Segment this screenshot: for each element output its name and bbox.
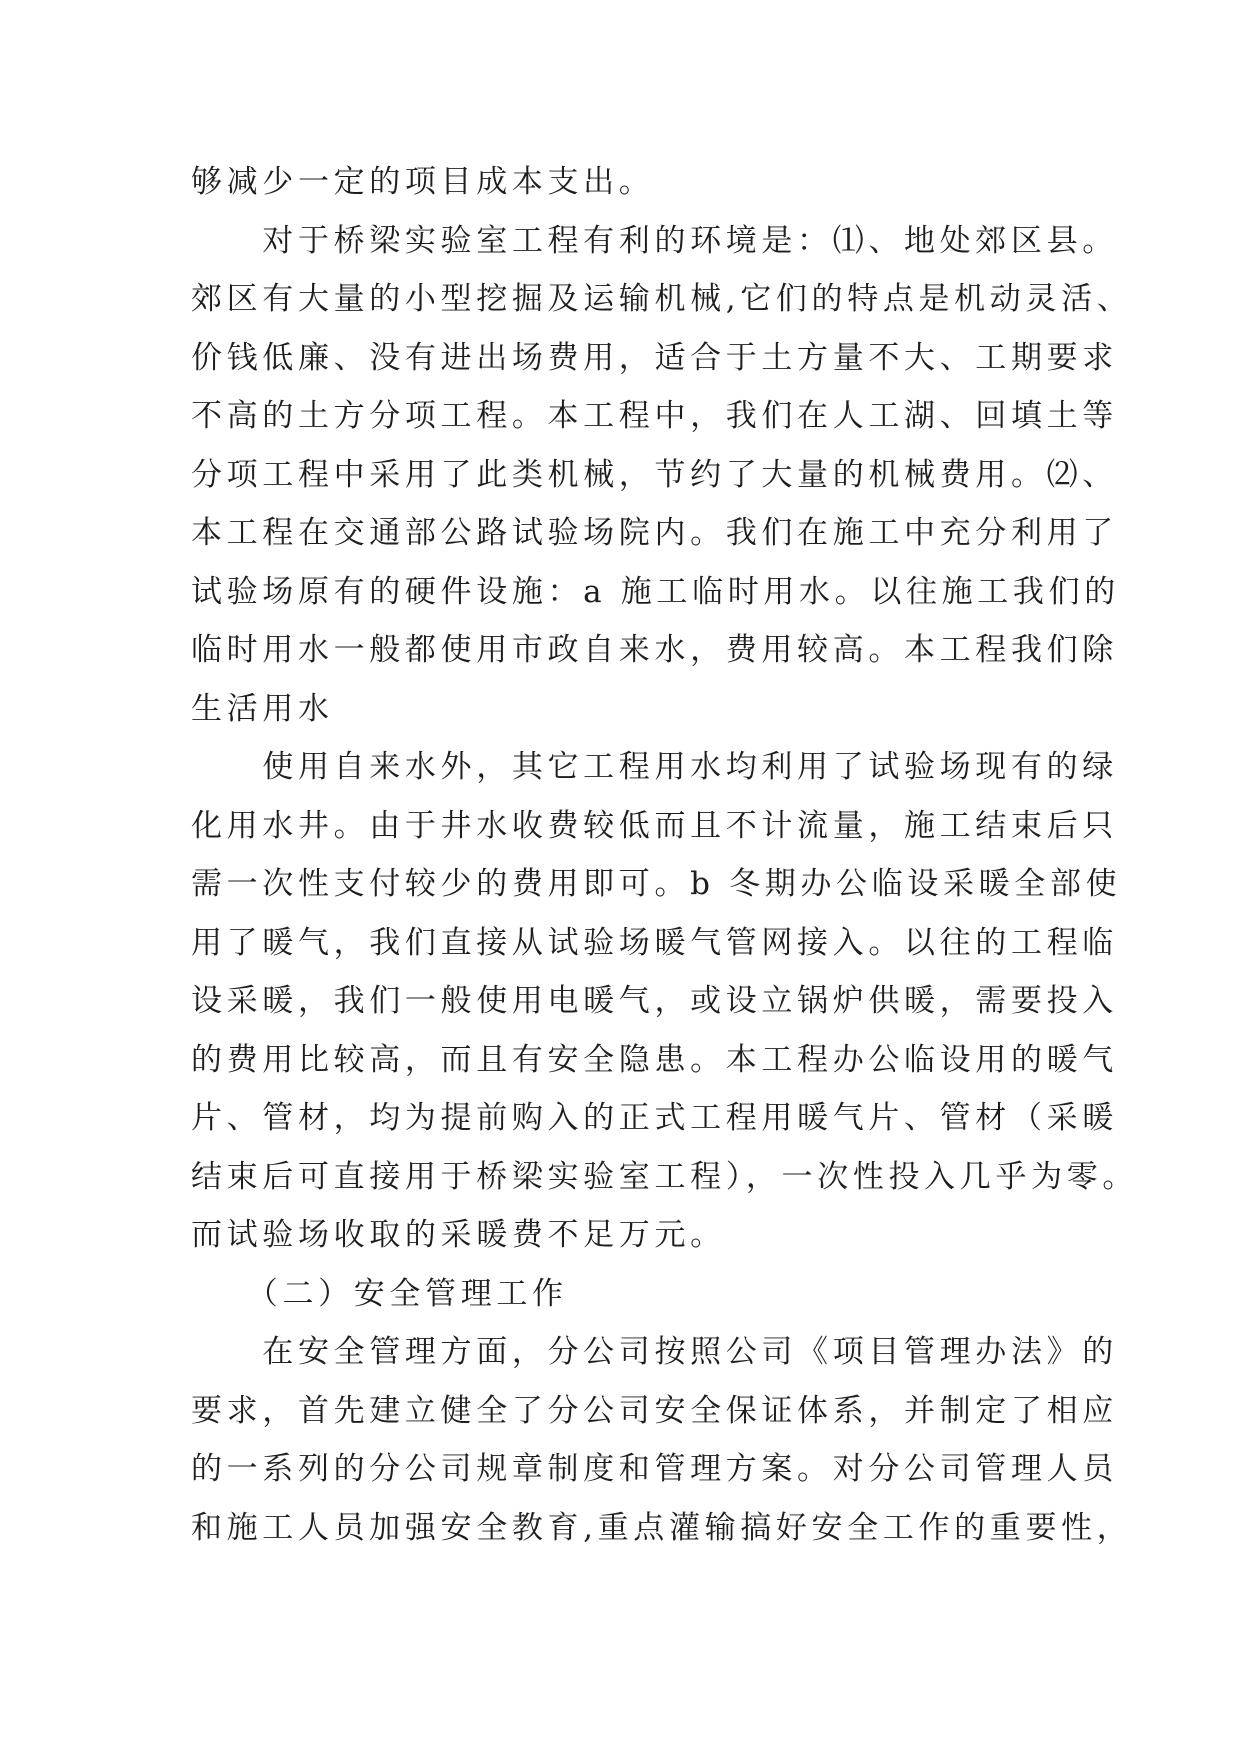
text-line: 郊区有大量的小型挖掘及运输机械,它们的特点是机动灵活、 bbox=[191, 281, 1133, 317]
text-line: 不高的土方分项工程。本工程中，我们在人工湖、回填土等 bbox=[191, 398, 1118, 434]
text-line: 试验场原有的硬件设施：a 施工临时用水。以往施工我们的 bbox=[191, 573, 1120, 610]
text-line: 在安全管理方面，分公司按照公司《项目管理办法》的 bbox=[191, 1334, 1118, 1370]
text-line: 化用水井。由于井水收费较低而且不计流量，施工结束后只 bbox=[191, 807, 1118, 844]
text-line: 价钱低廉、没有进出场费用，适合于土方量不大、工期要求 bbox=[191, 339, 1118, 376]
text-line: 需一次性支付较少的费用即可。b 冬期办公临设采暖全部使 bbox=[191, 866, 1122, 902]
text-line: 结束后可直接用于桥梁实验室工程），一次性投入几乎为零。 bbox=[191, 1158, 1139, 1195]
text-line: 够减少一定的项目成本支出。 bbox=[191, 164, 655, 200]
text-line: 分项工程中采用了此类机械，节约了大量的机械费用。⑵、 bbox=[191, 456, 1118, 493]
section-heading: （二）安全管理工作 bbox=[191, 1275, 568, 1312]
text-line: 而试验场收取的采暖费不足万元。 bbox=[191, 1217, 726, 1253]
text-line: 本工程在交通部公路试验场院内。我们在施工中充分利用了 bbox=[191, 515, 1118, 551]
body-text bbox=[191, 153, 1139, 1557]
text-line: 要求，首先建立健全了分公司安全保证体系，并制定了相应 bbox=[191, 1392, 1118, 1429]
text-line: 的一系列的分公司规章制度和管理方案。对分公司管理人员 bbox=[191, 1451, 1118, 1487]
text-line: 的费用比较高，而且有安全隐患。本工程办公临设用的暖气 bbox=[191, 1041, 1118, 1078]
text-line: 用了暖气，我们直接从试验场暖气管网接入。以往的工程临 bbox=[191, 924, 1118, 961]
text-line: 生活用水 bbox=[191, 690, 334, 727]
text-line: 片、管材，均为提前购入的正式工程用暖气片、管材（采暖 bbox=[191, 1100, 1118, 1136]
text-line: 使用自来水外，其它工程用水均利用了试验场现有的绿 bbox=[191, 749, 1118, 785]
text-line: 对于桥梁实验室工程有利的环境是：⑴、地处郊区县。 bbox=[191, 222, 1118, 259]
text-line: 和施工人员加强安全教育,重点灌输搞好安全工作的重要性， bbox=[191, 1509, 1133, 1546]
text-line: 设采暖，我们一般使用电暖气，或设立锅炉供暖，需要投入 bbox=[191, 983, 1118, 1019]
text-line: 临时用水一般都使用市政自来水，费用较高。本工程我们除 bbox=[191, 632, 1118, 668]
